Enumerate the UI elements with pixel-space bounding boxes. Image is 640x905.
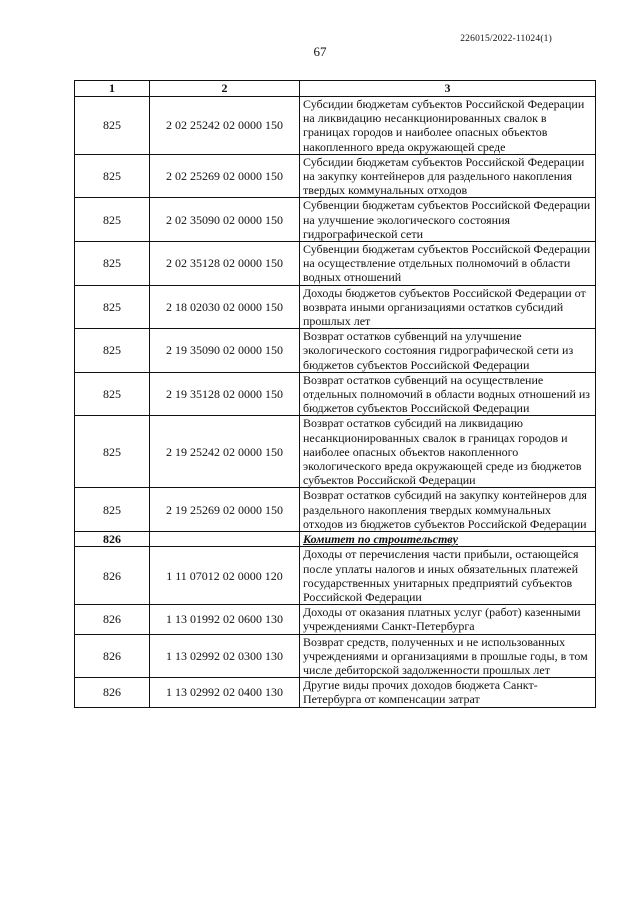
budget-code-cell: 1 13 02992 02 0300 130 (150, 634, 300, 678)
table-row (75, 488, 596, 532)
revenue-name-cell: Субвенции бюджетам субъектов Российской Федерации на осуществление отдельных полномочий в области водных отношений (300, 242, 596, 286)
revenue-name-cell: Возврат остатков субвенций на осуществление отдельных полномочий в области водных отношений из бюджетов субъектов Российской Федерации (300, 372, 596, 416)
revenue-name-cell: Субсидии бюджетам субъектов Российской Федерации на закупку контейнеров для раздельного накопления твердых коммунальных отходов (300, 154, 596, 198)
budget-code-cell: 2 02 25269 02 0000 150 (150, 154, 300, 198)
admin-code-cell: 825 (75, 198, 150, 242)
budget-code-cell: 1 11 07012 02 0000 120 (150, 547, 300, 605)
table-row (75, 634, 596, 678)
revenue-name-cell: Другие виды прочих доходов бюджета Санкт-Петербурга от компенсации затрат (300, 678, 596, 707)
column-header-1: 1 (75, 81, 150, 97)
document-number: 226015/2022-11024(1) (460, 34, 552, 44)
table-row (75, 154, 596, 198)
revenue-name-cell: Комитет по строительству (300, 532, 596, 547)
revenue-name-cell: Субсидии бюджетам субъектов Российской Федерации на ликвидацию несанкционированных свалок в границах городов и наиболее опасных объектов накопленного вреда окружающей среде (300, 97, 596, 155)
table-row (75, 678, 596, 707)
table-row (75, 329, 596, 373)
admin-code-cell: 825 (75, 329, 150, 373)
revenue-name-cell: Возврат остатков субсидий на закупку контейнеров для раздельного накопления твердых коммунальных отходов из бюджетов субъектов Российской Федерации (300, 488, 596, 532)
budget-code-cell: 2 19 35090 02 0000 150 (150, 329, 300, 373)
admin-code-cell: 825 (75, 285, 150, 329)
revenue-name-cell: Доходы от оказания платных услуг (работ) казенными учреждениями Санкт-Петербурга (300, 605, 596, 634)
budget-code-cell: 2 02 35090 02 0000 150 (150, 198, 300, 242)
table-row (75, 547, 596, 605)
admin-code-cell: 825 (75, 372, 150, 416)
admin-code-cell: 826 (75, 547, 150, 605)
table-body (75, 97, 596, 708)
table-row (75, 372, 596, 416)
admin-code-cell: 826 (75, 532, 150, 547)
revenue-name-cell: Возврат остатков субвенций на улучшение экологического состояния гидрографической сети из бюджетов субъектов Российской Федерации (300, 329, 596, 373)
admin-code-cell: 825 (75, 242, 150, 286)
table-row (75, 416, 596, 488)
budget-code-cell: 2 18 02030 02 0000 150 (150, 285, 300, 329)
admin-code-cell: 826 (75, 678, 150, 707)
revenue-name-cell: Доходы от перечисления части прибыли, остающейся после уплаты налогов и иных обязательных платежей государственных унитарных предприятий субъектов Российской Федерации (300, 547, 596, 605)
budget-code-cell: 2 02 35128 02 0000 150 (150, 242, 300, 286)
budget-code-cell (150, 532, 300, 547)
revenue-name-cell: Субвенции бюджетам субъектов Российской Федерации на улучшение экологического состояния гидрографической сети (300, 198, 596, 242)
revenue-name-cell: Доходы бюджетов субъектов Российской Федерации от возврата иными организациями остатков субсидий прошлых лет (300, 285, 596, 329)
admin-code-cell: 825 (75, 97, 150, 155)
admin-code-cell: 825 (75, 154, 150, 198)
budget-code-cell: 2 19 25269 02 0000 150 (150, 488, 300, 532)
budget-code-cell: 2 19 25242 02 0000 150 (150, 416, 300, 488)
budget-code-cell: 2 02 25242 02 0000 150 (150, 97, 300, 155)
admin-code-cell: 826 (75, 605, 150, 634)
table-row (75, 605, 596, 634)
budget-code-cell: 2 19 35128 02 0000 150 (150, 372, 300, 416)
admin-code-cell: 825 (75, 416, 150, 488)
revenue-codes-table (74, 80, 596, 708)
revenue-name-cell: Возврат средств, полученных и не использованных учреждениями и организациями в прошлые годы, в том числе дебиторской задолженности прошлых лет (300, 634, 596, 678)
budget-code-cell: 1 13 01992 02 0600 130 (150, 605, 300, 634)
admin-code-cell: 825 (75, 488, 150, 532)
table-row (75, 198, 596, 242)
table-row (75, 97, 596, 155)
table-row (75, 242, 596, 286)
revenue-name-cell: Возврат остатков субсидий на ликвидацию несанкционированных свалок в границах городов и наиболее опасных объектов накопленного экологического вреда окружающей среде из бюджетов субъектов Российской Федерации (300, 416, 596, 488)
table-row (75, 532, 596, 547)
table-header-row (75, 81, 596, 97)
column-header-2: 2 (150, 81, 300, 97)
table-row (75, 285, 596, 329)
page-number: 67 (313, 44, 327, 59)
column-header-3: 3 (300, 81, 596, 97)
admin-code-cell: 826 (75, 634, 150, 678)
budget-code-cell: 1 13 02992 02 0400 130 (150, 678, 300, 707)
